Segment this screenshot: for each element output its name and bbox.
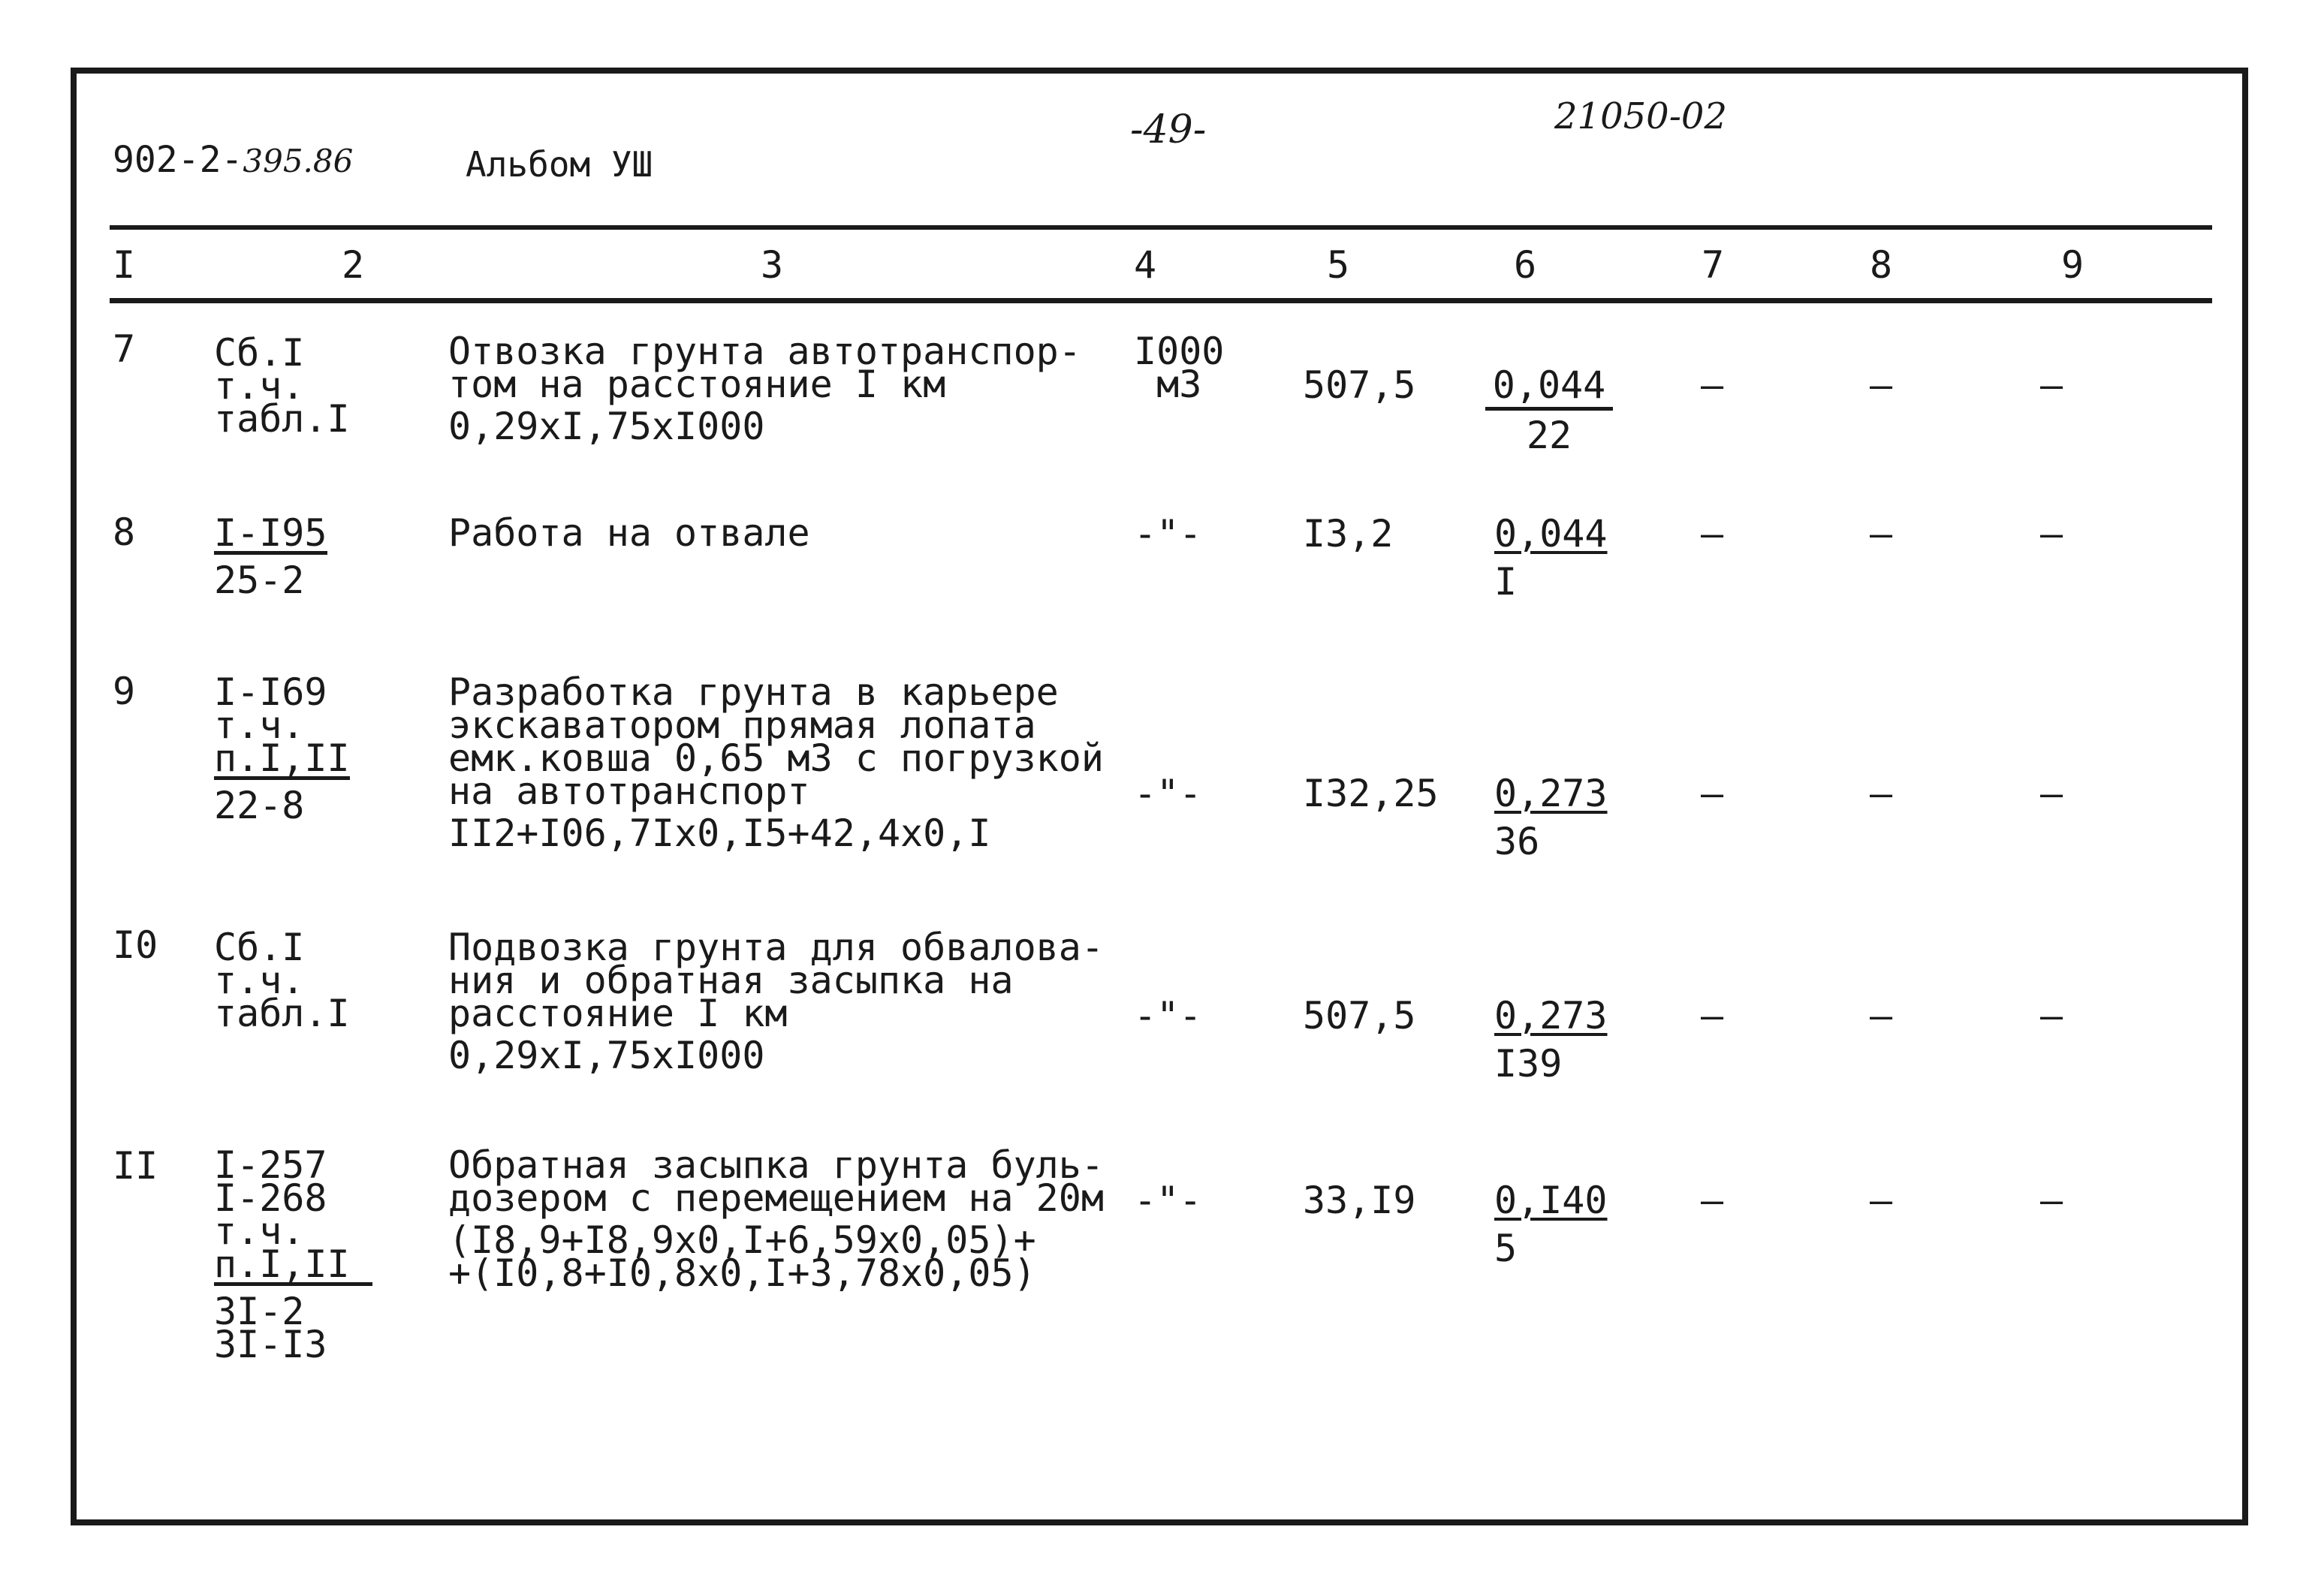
row-description: Подвозка грунта для обвалова- ния и обратная засыпка на расстояние I км 0,29хI,75хI000: [448, 926, 1104, 1077]
row-unit: -"-: [1134, 512, 1202, 556]
value-numerator: 0,273: [1494, 994, 1608, 1037]
row-formula-continued: +(I0,8+I0,8х0,I+3,78х0,05): [448, 1251, 1036, 1295]
row-formula: (I8,9+I8,9х0,I+6,59х0,05)+: [448, 1218, 1036, 1262]
row-number: 8: [113, 510, 136, 554]
doc-number: 21050-02: [1554, 95, 1727, 137]
value-denominator: 36: [1494, 820, 1540, 863]
col-header-1: I: [113, 243, 136, 287]
row-description: Разработка грунта в карьере экскаватором прямая лопата емк.ковша 0,65 м3 с погрузкой на автотранспорт II2+I06,7Iх0,I5+42,4х0,I: [448, 670, 1104, 855]
row-formula: 0,29хI,75хI000: [448, 405, 765, 448]
row-reference: I-I95 25-2: [214, 511, 327, 602]
value-denominator: I39: [1494, 1042, 1563, 1086]
album-label: Альбом УШ: [466, 144, 653, 185]
row-value-fraction: [1494, 994, 1608, 1086]
page-number: -49-: [1130, 107, 1207, 152]
row-description: Отвозка грунта автотранспор- том на расстояние I км 0,29хI,75хI000: [448, 330, 1081, 448]
row-reference: Сб.I т.ч. табл.I: [214, 926, 350, 1035]
value-denominator: I: [1494, 560, 1518, 604]
col9-value: –: [2040, 1179, 2063, 1222]
row-number: II: [113, 1144, 158, 1188]
col8-value: –: [1870, 1179, 1893, 1222]
row-reference: I-I69 т.ч. п.I,II 22-8: [214, 670, 350, 827]
value-numerator: 0,I40: [1494, 1179, 1608, 1222]
value-numerator: 0,044: [1485, 368, 1613, 411]
col9-value: –: [2040, 772, 2063, 815]
col7-value: –: [1701, 363, 1724, 407]
value-denominator: 22: [1526, 414, 1572, 457]
col8-value: –: [1870, 772, 1893, 815]
col8-value: –: [1870, 512, 1893, 556]
row-value-fraction: [1485, 363, 1613, 457]
col-header-9: 9: [2061, 243, 2084, 287]
col-header-8: 8: [1870, 243, 1893, 287]
row-unit: -"-: [1134, 994, 1202, 1037]
col7-value: –: [1701, 772, 1724, 815]
value-denominator: 5: [1494, 1227, 1518, 1270]
row-reference: Сб.I т.ч. табл.I: [214, 331, 350, 441]
header-top-rule: [110, 225, 2212, 230]
row-quantity: 507,5: [1303, 363, 1416, 407]
col-header-3: 3: [761, 243, 784, 287]
row-description: Работа на отвале: [448, 511, 810, 555]
row-quantity: 507,5: [1303, 994, 1416, 1037]
row-quantity: I32,25: [1303, 772, 1439, 815]
col9-value: –: [2040, 363, 2063, 407]
col-header-5: 5: [1327, 243, 1350, 287]
row-value-fraction: [1494, 512, 1608, 604]
col7-value: –: [1701, 512, 1724, 556]
header-bottom-rule: [110, 298, 2212, 303]
row-quantity: 33,I9: [1303, 1179, 1416, 1222]
col-header-2: 2: [342, 243, 365, 287]
row-description: Обратная засыпка грунта буль- дозером с перемещением на 20м (I8,9+I8,9х0,I+6,59х0,05)+ +(I0,8+I0,8х0,I+3,78х0,05): [448, 1143, 1104, 1295]
col-header-7: 7: [1702, 243, 1725, 287]
col-header-6: 6: [1514, 243, 1537, 287]
row-value-fraction: [1494, 1179, 1608, 1270]
doc-code-prefix: 902-2-: [113, 139, 243, 181]
row-value-fraction: [1494, 772, 1608, 863]
row-number: I0: [113, 923, 158, 967]
row-unit: -"-: [1134, 772, 1202, 815]
col7-value: –: [1701, 1179, 1724, 1222]
row-number: 9: [113, 670, 136, 713]
doc-code: [113, 139, 354, 181]
value-numerator: 0,044: [1494, 512, 1608, 556]
col8-value: –: [1870, 363, 1893, 407]
row-reference: I-257 I-268 т.ч. п.I,II 3I-2 3I-I3: [214, 1149, 372, 1361]
row-formula: II2+I06,7Iх0,I5+42,4х0,I: [448, 812, 991, 855]
col8-value: –: [1870, 994, 1893, 1037]
doc-code-handwritten: 395.86: [243, 143, 354, 179]
row-unit: -"-: [1134, 1179, 1202, 1222]
col9-value: –: [2040, 994, 2063, 1037]
row-unit: I000 м3: [1134, 330, 1225, 406]
value-numerator: 0,273: [1494, 772, 1608, 815]
col9-value: –: [2040, 512, 2063, 556]
col7-value: –: [1701, 994, 1724, 1037]
row-number: 7: [113, 327, 136, 371]
col-header-4: 4: [1134, 243, 1157, 287]
row-formula: 0,29хI,75хI000: [448, 1034, 765, 1077]
row-quantity: I3,2: [1303, 512, 1394, 556]
